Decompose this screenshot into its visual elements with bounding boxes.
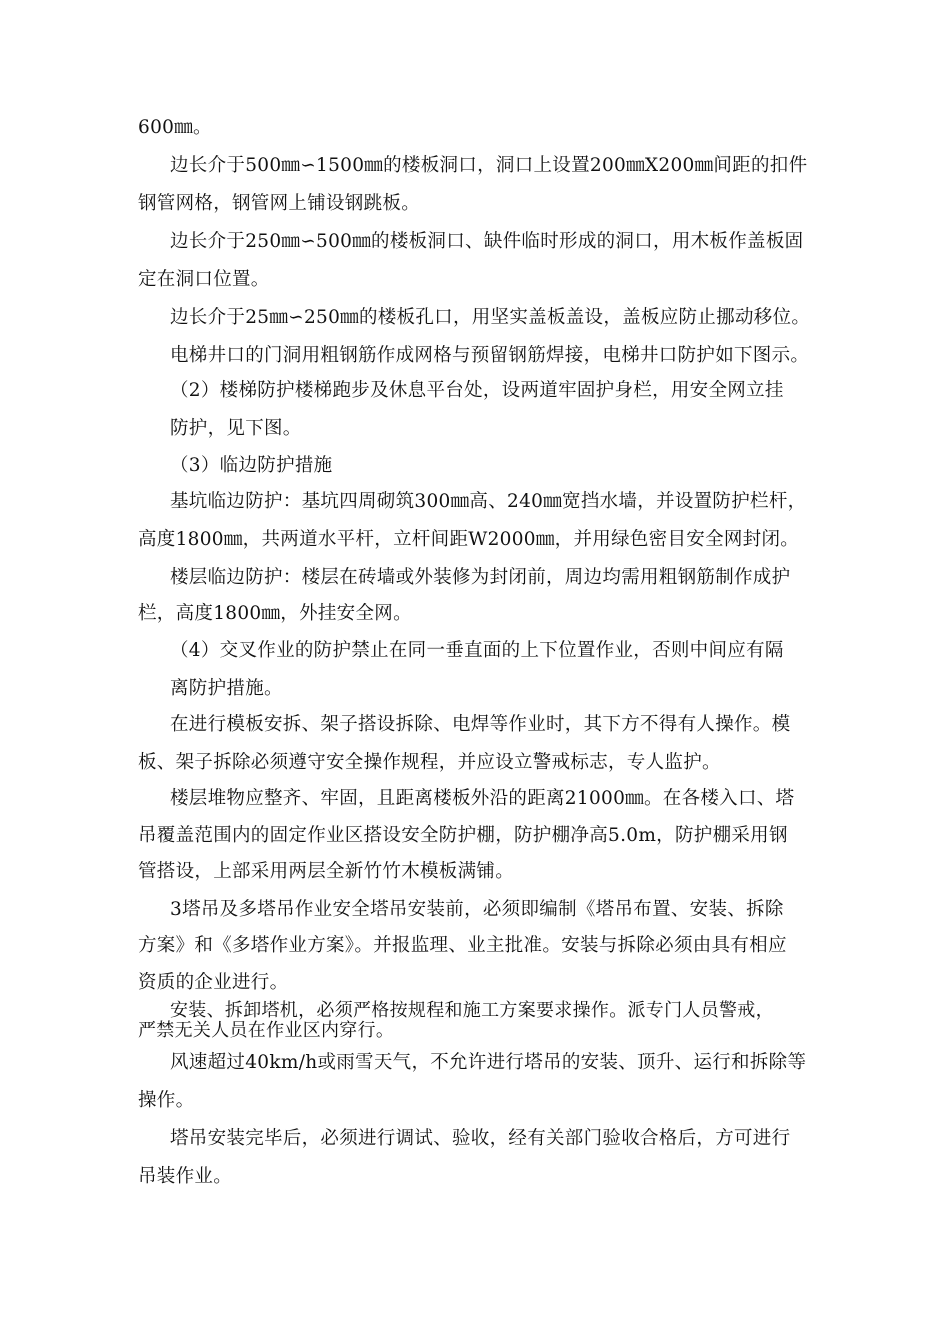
text-line-7: 电梯井口的门洞用粗钢筋作成网格与预留钢筋焊接，电梯井口防护如下图示。 <box>170 345 810 366</box>
text-line-27: 风速超过40km/h或雨雪天气，不允许进行塔吊的安装、顶升、运行和拆除等 <box>170 1052 807 1073</box>
text-line-4: 边长介于250㎜∽500㎜的楼板洞口、缺件临时形成的洞口，用木板作盖板固 <box>170 231 804 252</box>
text-line-5: 定在洞口位置。 <box>138 269 270 290</box>
text-line-1: 600㎜。 <box>138 117 212 138</box>
text-line-17: 在进行模板安拆、架子搭设拆除、电焊等作业时，其下方不得有人操作。模 <box>170 714 791 735</box>
text-line-24: 资质的企业进行。 <box>138 972 289 993</box>
text-line-16: 离防护措施。 <box>170 678 283 699</box>
text-line-9: 防护，见下图。 <box>170 418 302 439</box>
text-line-2: 边长介于500㎜∽1500㎜的楼板洞口，洞口上设置200㎜X200㎜间距的扣件 <box>170 155 808 176</box>
text-line-13: 楼层临边防护：楼层在砖墙或外装修为封闭前，周边均需用粗钢筋制作成护 <box>170 567 791 588</box>
text-line-18: 板、架子拆除必须遵守安全操作规程，并应设立警戒标志，专人监护。 <box>138 752 721 773</box>
text-line-10: （3）临边防护措施 <box>170 455 333 476</box>
text-line-12: 高度1800㎜，共两道水平杆，立杆间距W2000㎜，并用绿色密目安全网封闭。 <box>138 529 800 550</box>
text-line-3: 钢管网格，钢管网上铺设钢跳板。 <box>138 193 421 214</box>
text-line-30: 吊装作业。 <box>138 1166 233 1187</box>
text-line-11: 基坑临边防护：基坑四周砌筑300㎜高、240㎜宽挡水墙，并设置防护栏杆， <box>170 491 807 512</box>
text-line-8: （2）楼梯防护楼梯跑步及休息平台处，设两道牢固护身栏，用安全网立挂 <box>170 380 784 401</box>
text-line-20: 吊覆盖范围内的固定作业区搭设安全防护棚，防护棚净高5.0m，防护棚采用钢 <box>138 825 788 846</box>
text-line-14: 栏，高度1800㎜，外挂安全网。 <box>138 603 412 624</box>
text-line-22: 3塔吊及多塔吊作业安全塔吊安装前，必须即编制《塔吊布置、安装、拆除 <box>170 899 784 920</box>
text-line-29: 塔吊安装完毕后，必须进行调试、验收，经有关部门验收合格后，方可进行 <box>170 1128 791 1149</box>
text-line-25: 安装、拆卸塔机，必须严格按规程和施工方案要求操作。派专门人员警戒， <box>170 1000 774 1021</box>
text-line-6: 边长介于25㎜∽250㎜的楼板孔口，用坚实盖板盖设，盖板应防止挪动移位。 <box>170 307 811 328</box>
text-line-21: 管搭设，上部采用两层全新竹竹木模板满铺。 <box>138 861 515 882</box>
text-line-23: 方案》和《多塔作业方案》。并报监理、业主批准。安装与拆除必须由具有相应 <box>138 935 787 956</box>
text-line-28: 操作。 <box>138 1090 195 1111</box>
text-line-15: （4）交叉作业的防护禁止在同一垂直面的上下位置作业，否则中间应有隔 <box>170 640 784 661</box>
text-line-26: 严禁无关人员在作业区内穿行。 <box>138 1020 395 1041</box>
text-line-19: 楼层堆物应整齐、牢固，且距离楼板外沿的距离21000㎜。在各楼入口、塔 <box>170 788 795 809</box>
